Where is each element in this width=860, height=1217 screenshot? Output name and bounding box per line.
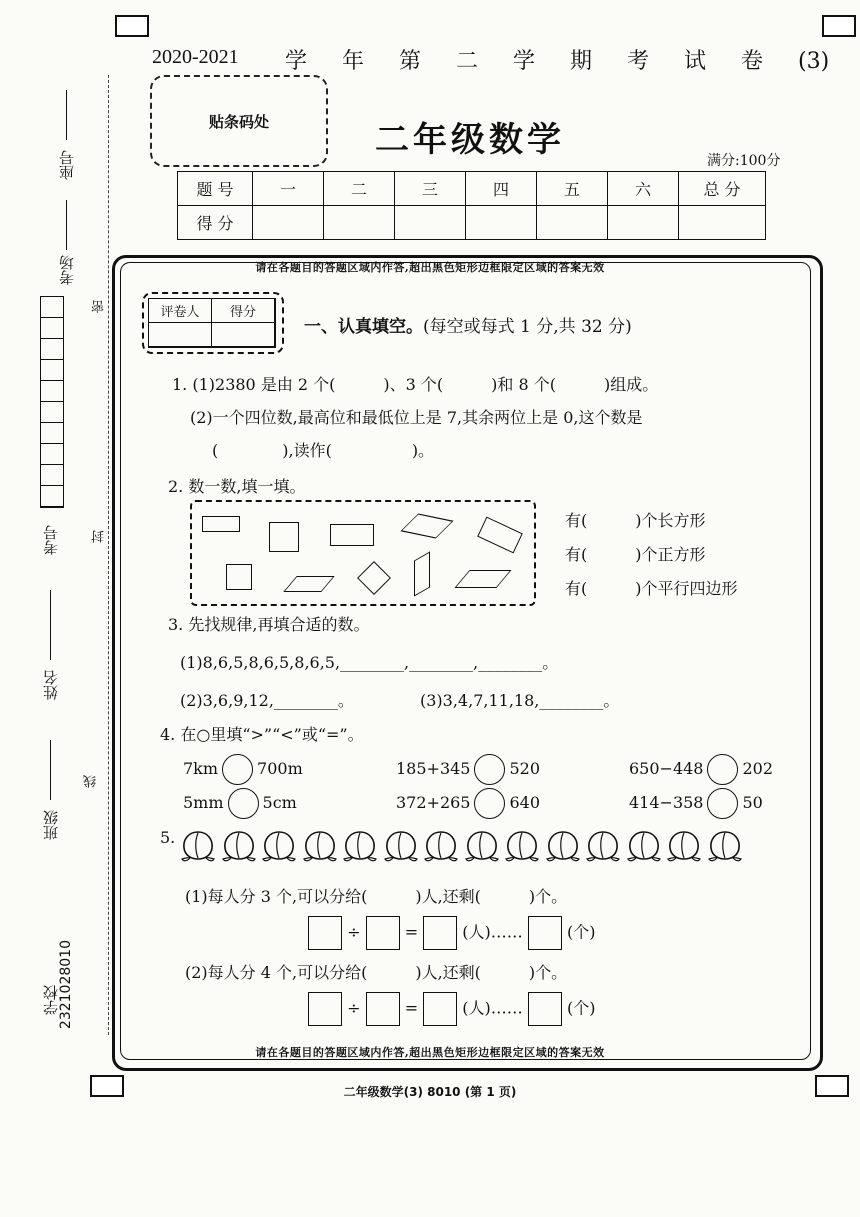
answer-box[interactable] (423, 916, 457, 950)
exam-number-grid[interactable] (40, 296, 64, 508)
q5-number: 5. (160, 828, 176, 847)
corner-mark-top-right (822, 15, 856, 37)
parallelogram-shape (414, 551, 430, 596)
q1-line1: 1. (1)2380 是由 2 个( )、3 个( )和 8 个( )组成。 (172, 375, 659, 394)
q3-sequence-1: (1)8,6,5,8,6,5,8,6,5,________,________,________。 (180, 653, 559, 672)
page-footer: 二年级数学(3) 8010 (第 1 页) (343, 1085, 517, 1099)
school-label: 学校 (42, 985, 60, 1015)
notice-top: 请在各题目的答题区域内作答,超出黑色矩形边框限定区域的答案无效 (255, 261, 605, 274)
compare-circle[interactable] (707, 754, 738, 785)
compare-item: 650−448 202 (629, 754, 773, 785)
score-cell[interactable] (537, 206, 608, 240)
compare-circle[interactable] (474, 754, 505, 785)
q3-title: 3. 先找规律,再填合适的数。 (168, 615, 370, 634)
seal-mark-mi: 密 (92, 300, 107, 313)
seat-label: 座号 (58, 150, 76, 180)
answer-box[interactable] (528, 916, 562, 950)
seat-line (66, 90, 67, 140)
compare-circle[interactable] (707, 788, 738, 819)
name-line (50, 590, 51, 660)
exam-number-label: 考号 (42, 525, 60, 555)
q1-line3: ( ),读作( )。 (212, 441, 435, 460)
grader-score-label: 得分 (212, 299, 275, 323)
score-cell[interactable] (324, 206, 395, 240)
score-header-cell: 四 (466, 172, 537, 206)
class-label: 班级 (42, 810, 60, 840)
q5-part2: (2)每人分 4 个,可以分给( )人,还剩( )个。 (185, 963, 568, 982)
q5-equation-2: ÷ = (人)…… (个) (308, 992, 595, 1026)
q5-equation-1: ÷ = (人)…… (个) (308, 916, 595, 950)
peach-icon (221, 826, 257, 864)
q2-title: 2. 数一数,填一填。 (168, 477, 306, 496)
peach-icon (666, 826, 702, 864)
compare-item: 7km 700m (183, 754, 303, 785)
q1-line2: (2)一个四位数,最高位和最低位上是 7,其余两位上是 0,这个数是 (190, 408, 643, 427)
rectangle-shape (477, 517, 523, 554)
score-header-cell: 二 (324, 172, 395, 206)
school-code: 2321028010 (58, 940, 74, 1030)
peach-icon (342, 826, 378, 864)
score-table (177, 171, 766, 240)
grader-name-cell[interactable] (149, 323, 212, 347)
room-line (66, 200, 67, 250)
square-shape (269, 522, 299, 552)
page-title: 二年级数学 (375, 120, 565, 160)
answer-box[interactable] (308, 992, 342, 1026)
peach-icon (707, 826, 743, 864)
parallelogram-shape (454, 570, 511, 588)
binding-line (108, 75, 109, 1035)
grader-score-cell[interactable] (212, 323, 275, 347)
peach-icon (180, 826, 216, 864)
square-shape (226, 564, 252, 590)
rectangle-shape (202, 516, 240, 532)
peach-icon (545, 826, 581, 864)
grader-box (142, 292, 282, 352)
parallelogram-shape (283, 576, 334, 592)
full-score: 满分:100分 (707, 153, 781, 169)
exam-year: 2020-2021 (152, 46, 239, 68)
peach-icon (585, 826, 621, 864)
seal-mark-xian: 线 (84, 775, 99, 788)
corner-mark-top-left (115, 15, 149, 37)
answer-box[interactable] (366, 992, 400, 1026)
score-row-label: 得 分 (178, 206, 253, 240)
compare-item: 185+345 520 (396, 754, 540, 785)
score-header-cell: 五 (537, 172, 608, 206)
score-header-cell: 三 (395, 172, 466, 206)
q2-answer-rectangle: 有( )个长方形 (565, 511, 706, 530)
q3-sequence-2: (2)3,6,9,12,________。 (180, 691, 354, 710)
section-heading: 一、认真填空。(每空或每式 1 分,共 32 分) (304, 317, 632, 337)
peach-icon (626, 826, 662, 864)
shapes-box (190, 500, 536, 606)
peach-icon (423, 826, 459, 864)
score-cell[interactable] (466, 206, 537, 240)
q2-answer-square: 有( )个正方形 (565, 545, 706, 564)
compare-circle[interactable] (228, 788, 259, 819)
score-header-cell: 六 (608, 172, 679, 206)
compare-circle[interactable] (474, 788, 505, 819)
score-header-cell: 一 (253, 172, 324, 206)
compare-item: 5mm 5cm (183, 788, 297, 819)
grader-label: 评卷人 (149, 299, 212, 323)
score-header-cell: 总 分 (679, 172, 766, 206)
compare-item: 372+265 640 (396, 788, 540, 819)
q5-part1: (1)每人分 3 个,可以分给( )人,还剩( )个。 (185, 887, 568, 906)
class-line (50, 740, 51, 800)
q2-answer-parallelogram: 有( )个平行四边形 (565, 579, 738, 598)
peach-icon (504, 826, 540, 864)
peach-icon (302, 826, 338, 864)
square-shape (357, 561, 391, 595)
exam-heading: 学 年 第 二 学 期 考 试 卷 (3) (285, 49, 830, 74)
parallelogram-shape (400, 513, 453, 538)
score-cell[interactable] (679, 206, 766, 240)
peach-icon (464, 826, 500, 864)
barcode-area: 贴条码处 (150, 75, 328, 167)
peach-icon (383, 826, 419, 864)
q4-title: 4. 在○里填“>”“<”或“=”。 (160, 725, 364, 744)
notice-bottom: 请在各题目的答题区域内作答,超出黑色矩形边框限定区域的答案无效 (255, 1046, 605, 1059)
score-header-cell: 题 号 (178, 172, 253, 206)
room-label: 考场 (58, 255, 76, 285)
answer-box[interactable] (528, 992, 562, 1026)
score-cell[interactable] (608, 206, 679, 240)
peach-icon (261, 826, 297, 864)
rectangle-shape (330, 524, 374, 546)
answer-box[interactable] (366, 916, 400, 950)
compare-item: 414−358 50 (629, 788, 763, 819)
compare-circle[interactable] (222, 754, 253, 785)
name-label: 姓名 (42, 670, 60, 700)
answer-box[interactable] (423, 992, 457, 1026)
q3-sequence-3: (3)3,4,7,11,18,________。 (420, 691, 620, 710)
answer-box[interactable] (308, 916, 342, 950)
score-cell[interactable] (395, 206, 466, 240)
seal-mark-feng: 封 (92, 530, 107, 543)
score-cell[interactable] (253, 206, 324, 240)
